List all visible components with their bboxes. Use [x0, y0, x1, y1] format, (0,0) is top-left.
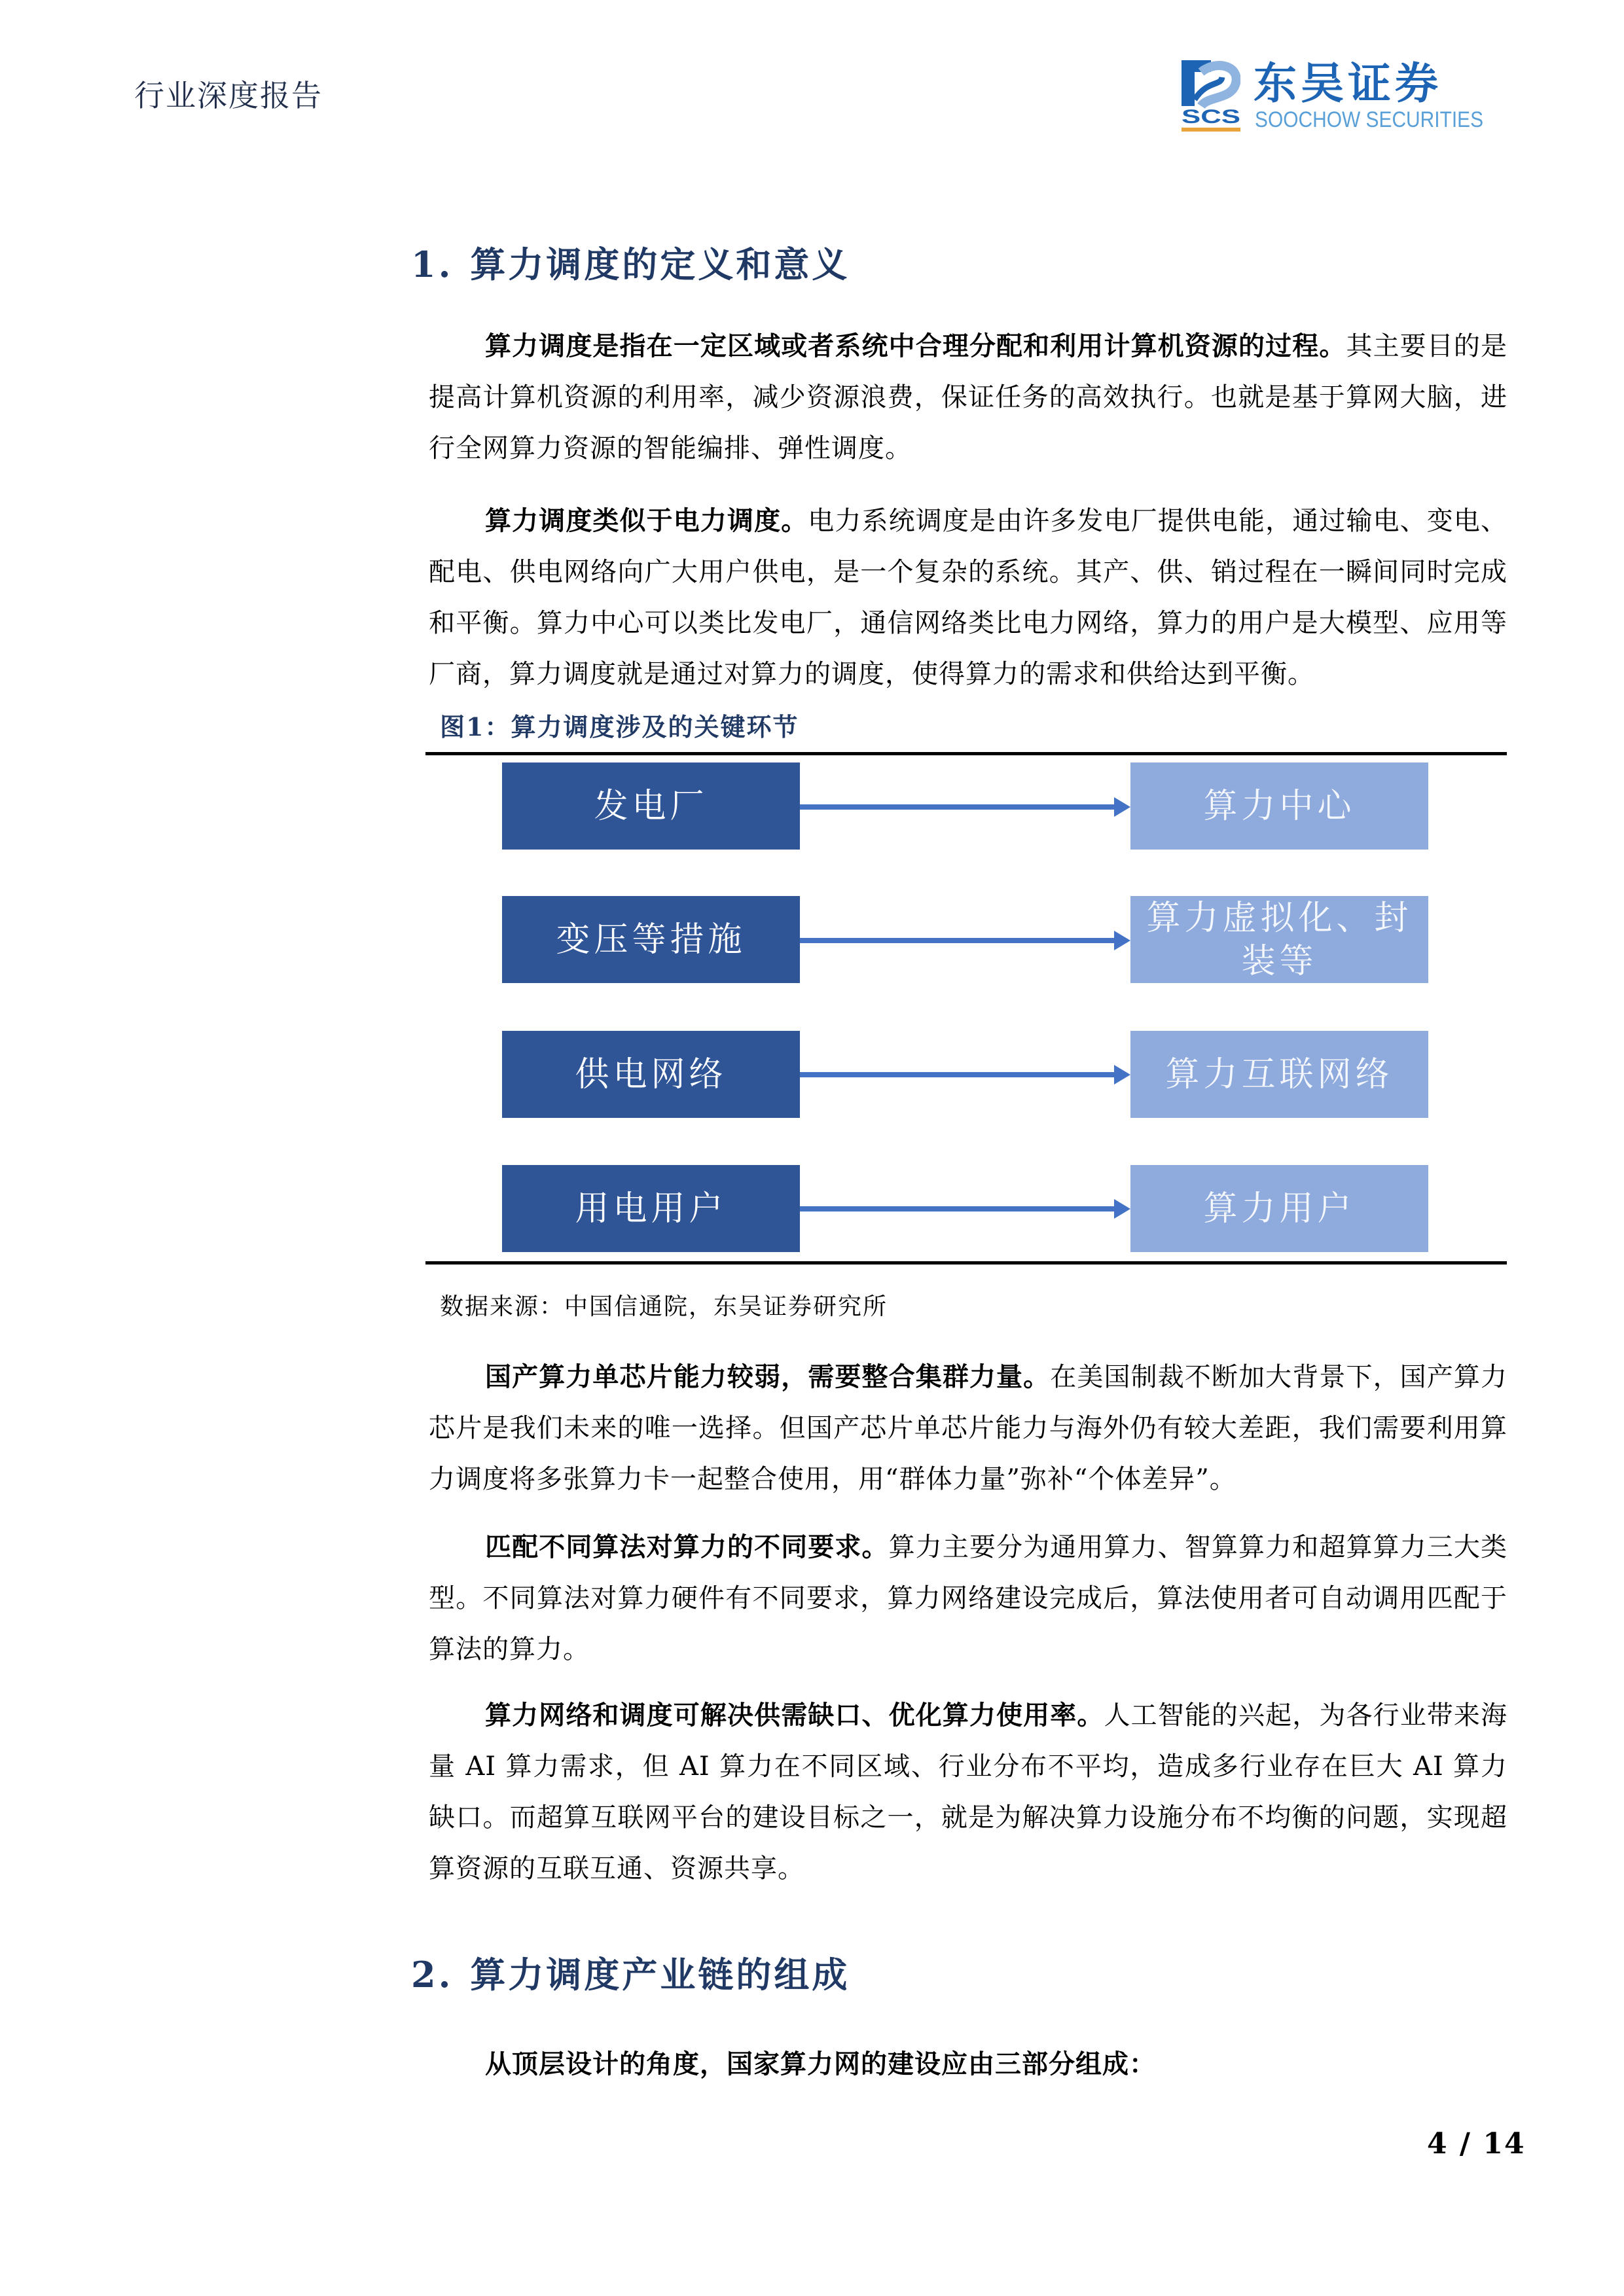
paragraph-lead: 从顶层设计的角度，国家算力网的建设应由三部分组成：: [485, 2049, 1156, 2079]
paragraph-lead: 算力网络和调度可解决供需缺口、优化算力使用率。: [485, 1700, 1104, 1731]
paragraph-lead: 匹配不同算法对算力的不同要求。: [485, 1532, 889, 1562]
diagram-box-computing-users: 算力用户: [1130, 1165, 1428, 1252]
section-number: 2.: [411, 1954, 454, 1996]
paragraph-body: 在美国制裁不断加大背景下，国产算力芯片是我们未来的唯一选择。但国产芯片单芯片能力与海外仍有较大差距，我们需要利用算力调度将多张算力卡一起整合使用，用“群体力量”弥补“个体差异”。: [429, 1362, 1508, 1494]
section-number: 1.: [411, 243, 454, 285]
section-title: 算力调度的定义和意义: [470, 243, 850, 285]
figure-bottom-rule: [425, 1261, 1507, 1265]
paragraph: [429, 495, 1507, 700]
section-title: 算力调度产业链的组成: [470, 1954, 850, 1996]
logo-name-cn: 东吴证券: [1254, 58, 1442, 109]
arrow-right-icon: [800, 797, 1130, 817]
figure-caption: 图1：算力调度涉及的关键环节: [440, 712, 799, 742]
arrow-right-icon: [800, 931, 1130, 950]
figure-top-rule: [425, 752, 1507, 755]
diagram-box-virtualization: 算力虚拟化、封装等: [1130, 896, 1428, 983]
paragraph-body: 人工智能的兴起，为各行业带来海量 AI 算力需求，但 AI 算力在不同区域、行业分布不平均，造成多行业存在巨大 AI 算力缺口。而超算互联网平台的建设目标之一，就是为解决算力设施分布不均衡的问题，实现超算资源的互联互通、资源共享。: [429, 1700, 1508, 1884]
section-heading-1: [411, 237, 850, 287]
diagram-box-power-plant: 发电厂: [502, 762, 800, 850]
diagram-box-computing-center: 算力中心: [1130, 762, 1428, 850]
paragraph-body: 算力主要分为通用算力、智算算力和超算算力三大类型。不同算法对算力硬件有不同要求，算力网络建设完成后，算法使用者可自动调用匹配于算法的算力。: [429, 1532, 1508, 1664]
paragraph: [429, 1352, 1507, 1505]
logo-mark-text: SCS: [1182, 106, 1240, 128]
paragraph-body: 其主要目的是提高计算机资源的利用率，减少资源浪费，保证任务的高效执行。也就是基于算网大脑，进行全网算力资源的智能编排、弹性调度。: [429, 331, 1508, 463]
paragraph-body: 电力系统调度是由许多发电厂提供电能，通过输电、变电、配电、供电网络向广大用户供电，是一个复杂的系统。其产、供、销过程在一瞬间同时完成和平衡。算力中心可以类比发电厂，通信网络类比电力网络，算力的用户是大模型、应用等厂商，算力调度就是通过对算力的调度，使得算力的需求和供给达到平衡。: [429, 506, 1507, 689]
scs-logo-icon: [1182, 60, 1240, 134]
diagram-box-transform-measures: 变压等措施: [502, 896, 800, 983]
arrow-right-icon: [800, 1199, 1130, 1219]
paragraph: [429, 1690, 1507, 1894]
paragraph-lead: 算力调度是指在一定区域或者系统中合理分配和利用计算机资源的过程。: [485, 331, 1346, 361]
report-type-label: 行业深度报告: [134, 78, 323, 113]
company-logo: [1182, 60, 1502, 134]
paragraph-lead: 算力调度类似于电力调度。: [485, 505, 808, 536]
paragraph: [429, 321, 1507, 474]
figure-source: 数据来源：中国信通院，东吴证券研究所: [440, 1293, 888, 1320]
diagram-box-interconnect-network: 算力互联网络: [1130, 1031, 1428, 1118]
logo-name-en: SOOCHOW SECURITIES: [1255, 107, 1484, 132]
diagram-box-power-users: 用电用户: [502, 1165, 800, 1252]
paragraph: [429, 1522, 1507, 1675]
paragraph-lead: 国产算力单芯片能力较弱，需要整合集群力量。: [485, 1361, 1051, 1392]
paragraph: [429, 2039, 1507, 2090]
section-heading-2: [411, 1947, 850, 1998]
diagram-box-supply-network: 供电网络: [502, 1031, 800, 1118]
page-number: 4 / 14: [1427, 2127, 1526, 2161]
arrow-right-icon: [800, 1065, 1130, 1085]
